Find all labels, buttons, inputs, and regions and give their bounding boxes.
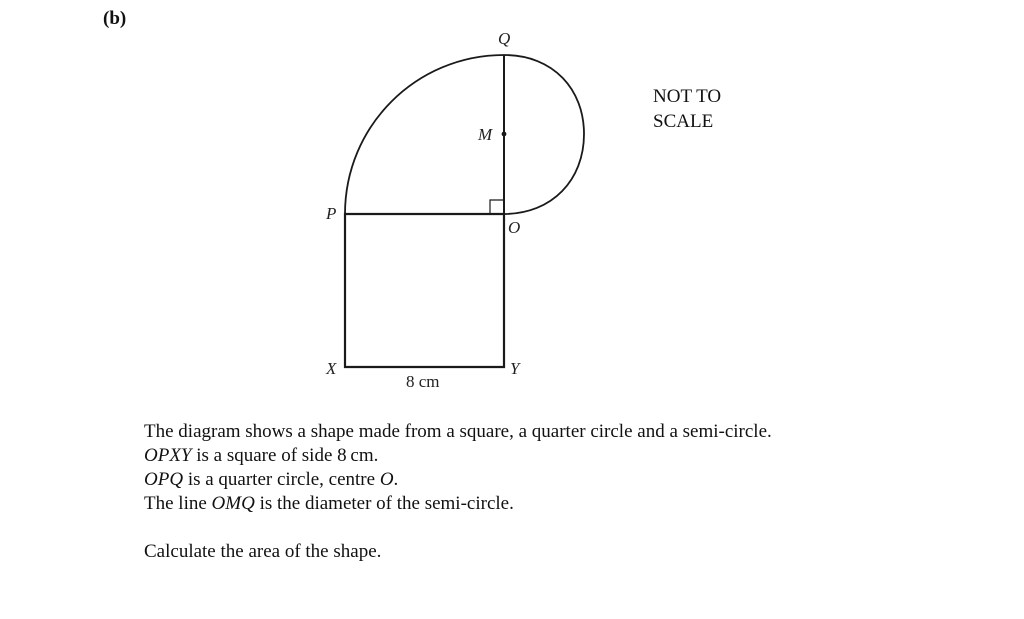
diameter-name: OMQ [211,493,255,514]
instruction [144,540,772,564]
question-line-4 [144,492,772,516]
question-line-4-start: The line [144,493,212,514]
question-text [144,420,772,564]
side-length-label: 8 cm [406,372,440,391]
question-line-2-text: is a square of side 8 cm. [191,445,379,466]
label-x: X [326,359,337,378]
question-line-2 [144,444,772,468]
part-label: (b) [103,8,127,29]
label-q: Q [498,29,511,48]
spacer [144,516,772,540]
semi-circle-arc [504,55,584,214]
square-name: OPXY [144,445,192,466]
label-p: P [326,204,337,223]
midpoint-m-dot [502,132,507,137]
question-line-1-text: The diagram shows a shape made from a square, a quarter circle and a semi-circle. [144,421,772,442]
label-m: M [478,125,493,144]
label-y: Y [510,359,520,378]
instruction-text: Calculate the area of the shape. [144,541,382,562]
question-line-3-end: . [393,469,399,490]
not-to-scale-line-2: SCALE [653,111,714,132]
label-o: O [508,218,521,237]
question-line-3 [144,468,772,492]
square-outline [345,214,504,367]
not-to-scale-line-1: NOT TO [653,86,722,107]
not-to-scale-note [653,84,721,134]
question-line-4-text: is the diameter of the semi-circle. [254,493,514,514]
question-line-3-text: is a quarter circle, centre [183,469,380,490]
quarter-circle-name: OPQ [144,469,184,490]
question-line-1 [144,420,772,444]
right-angle-marker [490,200,504,214]
centre-name: O [379,469,394,490]
